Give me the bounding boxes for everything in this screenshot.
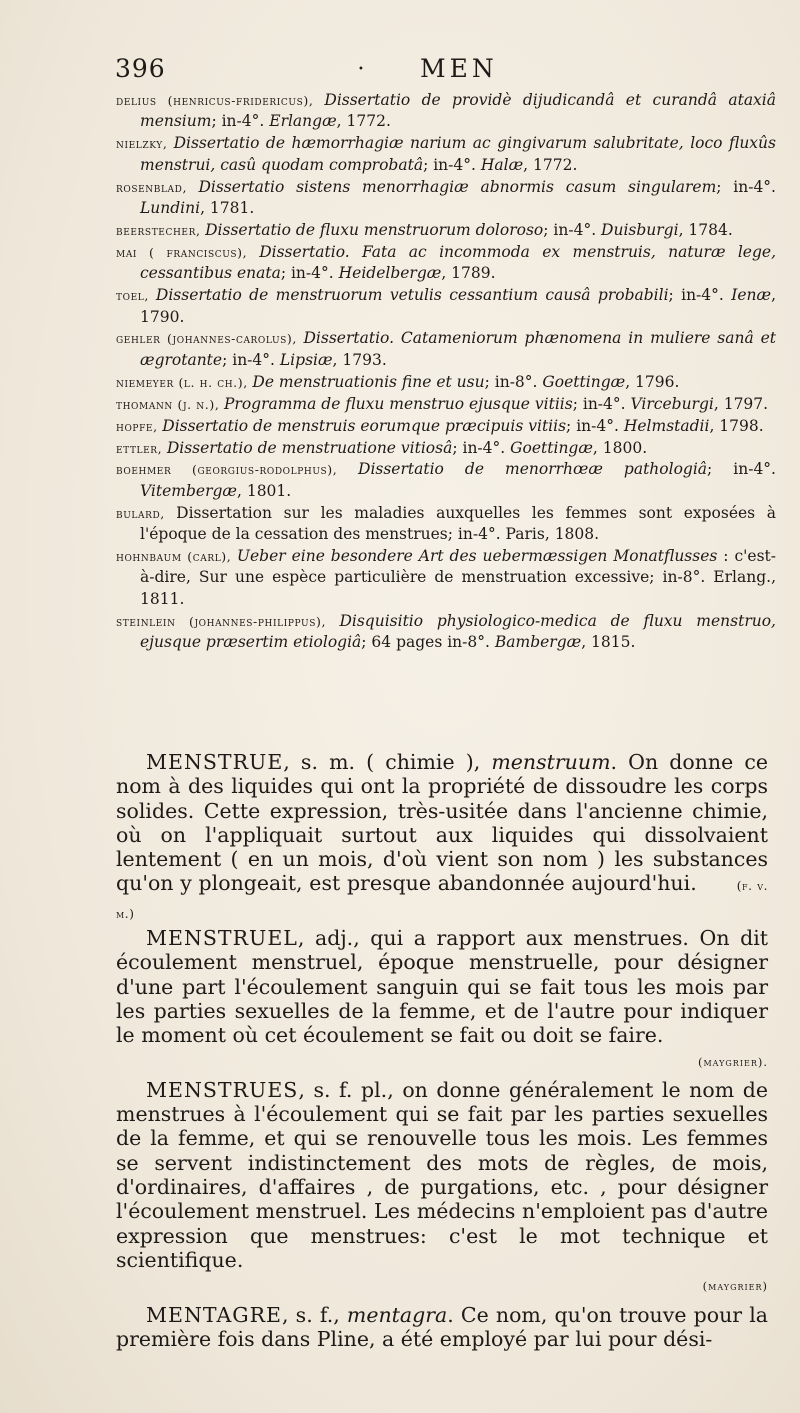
entry-title: Dissertatio de hæmorrhagiæ narium ac gingivarum salubritate, loco fluxûs menstrui, casû quodam comprobatâ <box>140 134 776 174</box>
entry-title: Dissertatio de menorrhœæ pathologiâ <box>358 460 708 479</box>
header-ornament: • <box>358 64 364 75</box>
bibliography-entry <box>116 503 776 546</box>
entry-title: Dissertatio de menstruatione vitiosâ <box>166 438 453 457</box>
entry-format: : c'est-à-dire, Sur une espèce particulière de menstruation excessive; in-8°. Erlang., 1811. <box>140 547 776 608</box>
entry-format: ; in-4°. <box>716 177 776 196</box>
dictionary-articles <box>116 750 768 1351</box>
entry-place: Halæ <box>480 155 524 174</box>
entry-year: , 1789. <box>441 264 496 283</box>
article-body: qui a rapport aux menstrues. On dit écoulement menstruel, époque menstruelle, pour désigner d'une part l'écoulement sanguin qui se fait tous les mois par les parties sexuelles de la femme, et de l'autre pour indiquer le moment où cet écoulement se fait ou doit se faire. <box>116 926 768 1048</box>
article-headword: MENTAGRE <box>146 1302 283 1327</box>
article-body: . On donne ce nom à des liquides qui ont la propriété de dissoudre les corps solides. Cette expression, très-usitée dans l'ancienne chimie, où on l'appliquait surtout aux liquides qui dissolvaient lentement ( en un mois, d'où vient son nom ) les substances qu'on y plongeait, est presque abandonnée aujourd'hui. <box>116 750 768 896</box>
entry-year: , 1798. <box>709 416 764 435</box>
entry-author-detail: (henricus-fridericus), <box>156 93 325 108</box>
bibliography-entry <box>116 90 776 133</box>
article-grammar: , s. m. ( chimie ), <box>283 750 492 774</box>
entry-author-detail: (j. n.), <box>172 396 224 412</box>
entry-place: Erlangæ <box>269 112 337 131</box>
entry-title: Dissertatio. Fata ac incommoda ex menstruis, naturæ lege, cessantibus enata <box>140 242 777 283</box>
entry-author: mai <box>116 244 138 260</box>
entry-year: , 1815. <box>581 633 636 652</box>
page-number: 396 <box>115 54 166 83</box>
entry-place: Heidelbergæ <box>338 264 442 283</box>
entry-year: , 1781. <box>200 199 255 218</box>
entry-author: gehler <box>116 331 161 347</box>
entry-author: thomann <box>116 396 173 412</box>
entry-format: ; in-4°. <box>211 112 270 131</box>
entry-year: , 1796. <box>625 372 680 391</box>
entry-title: Programma de fluxu menstruo ejusque vitiis <box>223 394 573 413</box>
entry-year: , 1800. <box>592 438 648 457</box>
article-body: on donne généralement le nom de menstrues à l'écoulement qui se fait par les parties sexuelles de la femme, et qui se renouvelle tous les mois. Les femmes se servent indistinctement des mots de règles, de mois, d'ordinaires, d'affaires , de purgations, etc. , pour désigner l'écoulement menstruel. Les médecins n'emploient pas d'autre expression que menstrues: c'est le mot technique et scientifique. <box>116 1077 768 1272</box>
entry-place: Lundini <box>140 199 201 218</box>
entry-year: , 1772. <box>336 112 391 131</box>
entry-author: boehmer <box>116 462 172 478</box>
entry-author: hopfe <box>116 418 154 434</box>
entry-title: Dissertatio de menstruis eorumque præcipuis vitiis <box>162 416 567 435</box>
entry-author-detail: (l. h. ch.), <box>173 374 253 390</box>
entry-author-detail: , <box>182 179 199 195</box>
entry-author-detail: , <box>195 222 206 238</box>
entry-place: Virceburgi <box>630 394 714 413</box>
article-latin-term: menstruum <box>491 750 611 774</box>
entry-place: Duisburgi <box>601 220 679 239</box>
entry-title: Dissertatio sistens menorrhagiæ abnormis casum singularem <box>198 177 717 196</box>
entry-author: delius <box>116 93 157 108</box>
entry-format: ; in-4°. <box>668 286 732 305</box>
entry-author: bulard <box>116 505 161 521</box>
bibliography-entry <box>116 546 776 610</box>
bibliography-entry <box>116 328 776 371</box>
bibliography-entry <box>116 177 776 220</box>
entry-author: hohnbaum <box>116 549 182 565</box>
entry-year: , 1790. <box>140 286 777 326</box>
entry-title: Disquisitio physiologico-medica de fluxu menstruo, ejusque præsertim etiologiâ <box>140 611 776 652</box>
entry-author: beerstecher <box>116 222 196 238</box>
bibliography-entry <box>116 438 776 459</box>
article-menstrue <box>116 750 768 926</box>
bibliography-entry <box>116 220 776 241</box>
entry-format: ; in-4°. <box>566 416 624 435</box>
article-signature: (maygrier). <box>698 1054 768 1069</box>
entry-place: Helmstadii <box>623 416 710 435</box>
bibliography-entry <box>116 133 776 176</box>
article-signature: (maygrier) <box>702 1279 768 1294</box>
entry-place: Goettingæ <box>510 438 593 457</box>
article-grammar: , adj., <box>297 926 371 951</box>
article-headword: MENSTRUES <box>146 1077 299 1102</box>
entry-format: ; in-4°. <box>572 394 631 413</box>
entry-place: Ienæ <box>731 286 772 305</box>
article-menstrues <box>116 1078 768 1272</box>
entry-format: ; 64 pages in-8°. <box>361 633 495 652</box>
entry-format: ; in-4°. <box>423 155 481 174</box>
bibliography-entry <box>116 394 776 415</box>
article-menstruel <box>116 926 768 1047</box>
entry-format: ; in-4°. <box>280 264 339 283</box>
article-body: . Ce nom, qu'on trouve pour la première fois dans Pline, a été employé par lui pour dési- <box>116 1302 768 1351</box>
entry-year: , 1801. <box>236 481 292 500</box>
entry-format: ; in-4°. <box>452 438 511 457</box>
entry-title: De menstruationis fine et usu <box>252 372 485 391</box>
entry-author: nielzky <box>116 136 163 152</box>
entry-title: Ueber eine besondere Art des uebermæssigen Monatflusses <box>236 547 718 566</box>
entry-author-detail: , <box>160 505 177 521</box>
entry-format: ; in-4°. <box>222 350 280 369</box>
entry-author: steinlein <box>116 613 176 629</box>
bibliography-entry <box>116 459 776 502</box>
entry-author-detail: (georgius-rodolphus), <box>171 462 359 478</box>
entry-author-detail: (carl), <box>181 549 237 565</box>
entry-format: ; in-8°. <box>484 372 543 391</box>
entry-author-detail: , <box>162 136 174 152</box>
entry-author: niemeyer <box>116 374 174 390</box>
entry-author-detail: , <box>157 440 167 456</box>
article-grammar: , s. f., <box>282 1302 347 1327</box>
article-headword: MENSTRUEL <box>146 926 298 951</box>
entry-author: rosenblad <box>116 179 183 195</box>
entry-author-detail: (johannes-philippus), <box>175 613 340 629</box>
running-head: MEN <box>420 54 498 83</box>
page-header <box>115 54 768 92</box>
bibliography-entry <box>116 242 776 285</box>
entry-title: Dissertatio de menstruorum vetulis cessantium causâ probabili <box>155 286 669 305</box>
entry-author-detail: , <box>144 288 156 304</box>
entry-year: , 1797. <box>713 394 769 413</box>
entry-author: toel <box>116 288 145 304</box>
article-headword: MENSTRUE <box>146 750 284 774</box>
article-signature: (f. v. m.) <box>116 879 768 921</box>
entry-year: , 1772. <box>523 155 578 174</box>
entry-year: , 1784. <box>678 220 733 239</box>
bibliography-list <box>116 90 776 654</box>
bibliography-entry <box>116 285 776 328</box>
entry-format: ; in-4°. <box>707 460 776 479</box>
entry-author-detail: ( franciscus), <box>137 244 260 260</box>
entry-year: , 1793. <box>332 350 387 369</box>
entry-title: Dissertatio. Catameniorum phænomena in muliere sanâ et ægrotante <box>140 329 776 369</box>
entry-format: Dissertation sur les maladies auxquelles les femmes sont exposées à l'époque de la cessation des menstrues; in-4°. Paris, 1808. <box>140 503 776 544</box>
entry-place: Goettingæ <box>542 372 626 391</box>
entry-title: Dissertatio de providè dijudicandâ et curandâ ataxiâ mensium <box>140 91 776 131</box>
article-latin-term: mentagra <box>346 1302 448 1327</box>
entry-author-detail: (johannes-carolus), <box>160 331 304 347</box>
entry-place: Lipsiæ <box>279 350 333 369</box>
entry-place: Vitembergæ <box>140 481 237 500</box>
bibliography-entry <box>116 416 776 437</box>
entry-author-detail: , <box>153 418 163 434</box>
entry-place: Bambergæ <box>494 633 582 652</box>
entry-author: ettler <box>116 440 158 456</box>
article-grammar: , s. f. pl., <box>298 1077 403 1102</box>
bibliography-entry <box>116 372 776 393</box>
bibliography-entry <box>116 611 776 654</box>
entry-format: ; in-4°. <box>543 220 602 239</box>
entry-title: Dissertatio de fluxu menstruorum doloroso <box>205 220 544 239</box>
article-mentagre <box>116 1303 768 1352</box>
